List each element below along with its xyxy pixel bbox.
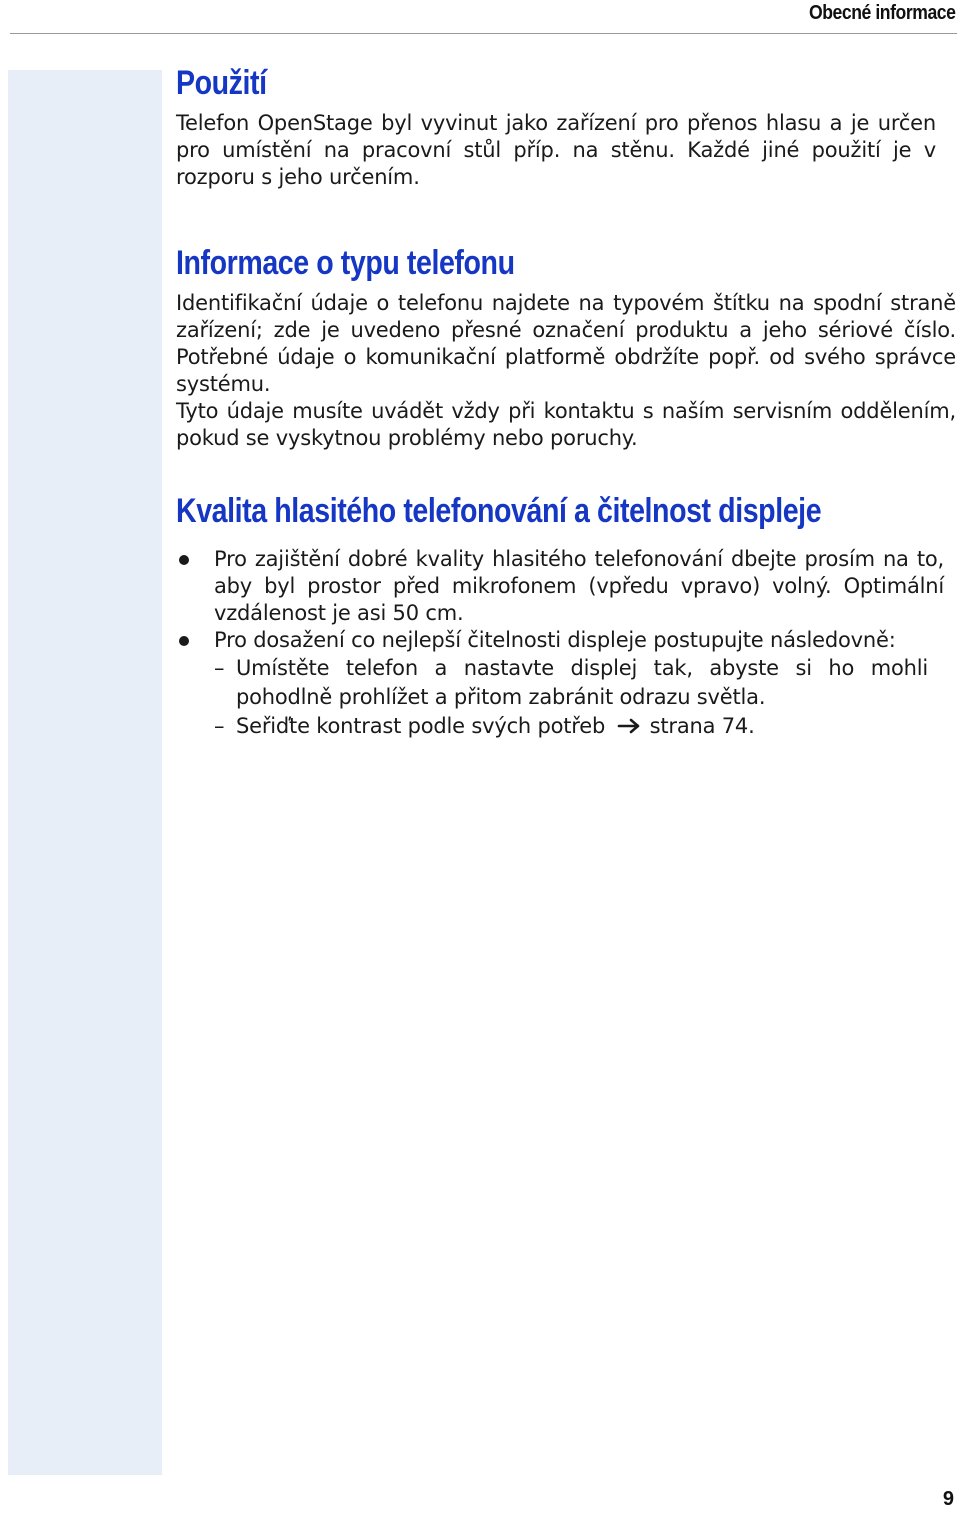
sub-item-end: .	[748, 714, 755, 738]
quality-list	[176, 546, 956, 741]
dash-icon: –	[214, 656, 225, 680]
dash-icon: –	[214, 714, 225, 738]
header-rule	[10, 33, 957, 34]
bullet-icon	[179, 555, 189, 565]
sub-list-item	[214, 654, 928, 712]
heading-phone-info: Informace o typu telefonu	[176, 244, 515, 282]
sub-item-text: Umístěte telefon a nastavte displej tak, abyste si ho mohli pohodlně prohlížet a přitom zabránit odrazu světla.	[236, 656, 928, 709]
bullet-icon	[179, 636, 189, 646]
side-panel	[8, 70, 162, 1475]
list-item	[176, 546, 944, 627]
bullet-text: Pro dosažení co nejlepší čitelnosti displeje postupujte následovně:	[214, 628, 896, 652]
phone-info-paragraph-1: Identifikační údaje o telefonu najdete na typovém štítku na spodní straně zařízení; zde je uvedeno přesné označení produktu a jeho sériové číslo. Potřebné údaje o komunikační platformě obdržíte popř. od svého správce systému.	[176, 291, 956, 396]
sub-item-text: Seřiďte kontrast podle svých potřeb	[236, 714, 606, 738]
page-reference-link[interactable]: strana 74	[649, 714, 749, 738]
sub-list	[214, 654, 944, 741]
heading-usage: Použití	[176, 64, 267, 102]
heading-quality: Kvalita hlasitého telefonování a čitelnost displeje	[176, 492, 822, 530]
bullet-text: Pro zajištění dobré kvality hlasitého telefonování dbejte prosím na to, aby byl prostor před mikrofonem (vpředu vpravo) volný. Optimální vzdálenost je asi 50 cm.	[214, 547, 944, 625]
page-number: 9	[942, 1488, 954, 1510]
page-content	[176, 56, 956, 741]
list-item	[176, 627, 944, 741]
sub-list-item	[214, 712, 928, 741]
usage-paragraph: Telefon OpenStage byl vyvinut jako zařízení pro přenos hlasu a je určen pro umístění na pracovní stůl příp. na stěnu. Každé jiné použití je v rozporu s jeho určením.	[176, 111, 936, 189]
phone-info-paragraph-2: Tyto údaje musíte uvádět vždy při kontaktu s naším servisním oddělením, pokud se vyskytnou problémy nebo poruchy.	[176, 399, 956, 450]
running-header: Obecné informace	[809, 2, 956, 24]
arrow-right-icon	[616, 717, 644, 735]
